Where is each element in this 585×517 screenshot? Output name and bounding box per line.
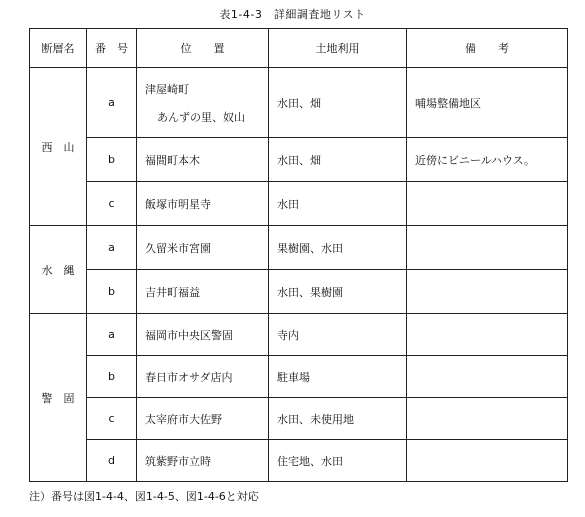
survey-site-table — [29, 28, 568, 482]
table-row — [30, 68, 568, 138]
row-remarks — [407, 182, 568, 226]
group-name-minou: 水 縄 — [30, 226, 87, 314]
table-row — [30, 314, 568, 356]
row-remarks — [407, 314, 568, 356]
table-row — [30, 226, 568, 270]
table-row — [30, 398, 568, 440]
header-row — [30, 29, 568, 68]
row-land-use: 水田、果樹園 — [269, 270, 407, 314]
row-number: c — [87, 182, 137, 226]
row-land-use: 水田、未使用地 — [269, 398, 407, 440]
row-remarks: 近傍にビニールハウス。 — [407, 138, 568, 182]
row-location: 福岡市中央区警固 — [137, 314, 269, 356]
table-row — [30, 356, 568, 398]
group-name-kego: 警 固 — [30, 314, 87, 482]
row-number: a — [87, 314, 137, 356]
location-line: 津屋崎町 — [145, 82, 189, 96]
table-row — [30, 138, 568, 182]
row-number: d — [87, 440, 137, 482]
table-row — [30, 440, 568, 482]
row-land-use: 駐車場 — [269, 356, 407, 398]
row-land-use: 寺内 — [269, 314, 407, 356]
row-number: a — [87, 68, 137, 138]
row-number: b — [87, 138, 137, 182]
row-number: a — [87, 226, 137, 270]
row-location: 春日市オサダ店内 — [137, 356, 269, 398]
row-location: 久留米市宮園 — [137, 226, 269, 270]
row-land-use: 住宅地、水田 — [269, 440, 407, 482]
table-row — [30, 270, 568, 314]
row-number: c — [87, 398, 137, 440]
row-location: 筑紫野市立時 — [137, 440, 269, 482]
table-footnote: 注）番号は図1-4-4、図1-4-5、図1-4-6と対応 — [29, 490, 259, 503]
header-position: 位 置 — [137, 29, 269, 68]
header-land-use: 土地利用 — [269, 29, 407, 68]
row-location: 太宰府市大佐野 — [137, 398, 269, 440]
row-land-use: 水田、畑 — [269, 138, 407, 182]
table-title: 表1-4-3 詳細調査地リスト — [219, 8, 366, 21]
row-remarks — [407, 440, 568, 482]
table-row — [30, 182, 568, 226]
header-number: 番 号 — [87, 29, 137, 68]
row-location — [137, 68, 269, 138]
row-land-use: 水田、畑 — [269, 68, 407, 138]
row-land-use: 水田 — [269, 182, 407, 226]
header-layer: 断層名 — [30, 29, 87, 68]
row-remarks — [407, 226, 568, 270]
row-remarks — [407, 398, 568, 440]
header-remarks: 備 考 — [407, 29, 568, 68]
row-location: 吉井町福益 — [137, 270, 269, 314]
location-line: あんずの里、奴山 — [157, 110, 245, 124]
row-land-use: 果樹園、水田 — [269, 226, 407, 270]
row-number: b — [87, 270, 137, 314]
row-location: 福間町本木 — [137, 138, 269, 182]
row-remarks: 哺場整備地区 — [407, 68, 568, 138]
group-name-nishiyama: 西 山 — [30, 68, 87, 226]
row-remarks — [407, 356, 568, 398]
row-number: b — [87, 356, 137, 398]
row-remarks — [407, 270, 568, 314]
row-location: 飯塚市明星寺 — [137, 182, 269, 226]
